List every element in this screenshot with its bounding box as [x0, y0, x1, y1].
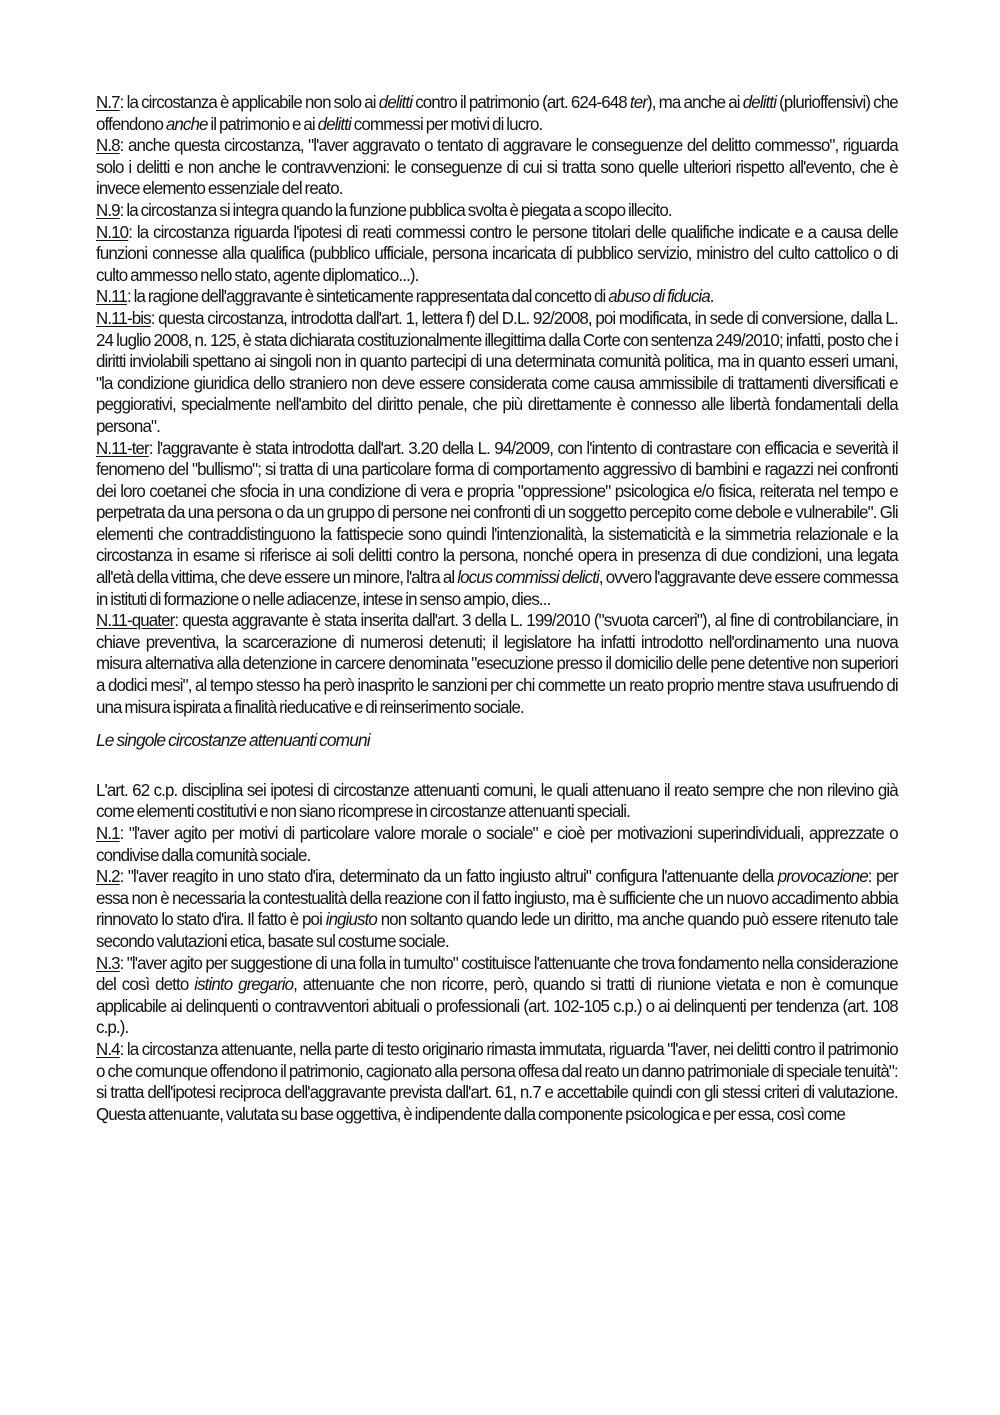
- paragraph-item: [96, 286, 898, 308]
- emphasis-text: delitti: [742, 92, 777, 112]
- paragraph-text: : anche questa circostanza, "l'aver aggravato o tentato di aggravare le conseguenze del delitto commesso", riguarda solo i delitti e non anche le contravvenzioni: le conseguenze di cui si tratta sono quelle ulteriori rispetto all'evento, che è invece elemento essenziale del reato.: [96, 135, 898, 199]
- paragraph-item: [96, 823, 898, 866]
- paragraph-item: [96, 866, 898, 952]
- paragraph-label: N.3: [96, 952, 120, 973]
- paragraph-label: N.11: [96, 286, 127, 307]
- paragraph-item: [96, 438, 898, 611]
- emphasis-text: abuso di fiducia: [608, 286, 710, 307]
- emphasis-text: locus commissi delicti: [457, 567, 599, 588]
- emphasis-text: anche: [165, 113, 208, 134]
- paragraph-text: : per essa non è necessaria la contestualità della reazione con il fatto ingiusto, ma è sufficiente che un nuovo accadimento abbia rinnovato lo stato d'ira. Il fatto è poi: [96, 866, 898, 930]
- emphasis-text: provocazione: [777, 866, 868, 887]
- section-title: Le singole circostanze attenuanti comuni: [96, 730, 370, 751]
- emphasis-text: delitti: [378, 92, 413, 112]
- paragraph-label: N.8: [96, 135, 120, 156]
- paragraph-text: : la circostanza riguarda l'ipotesi di reati commessi contro le persone titolari delle qualifiche indicate e a causa delle funzioni connesse alla qualifica (pubblico ufficiale, persona incaricata di pubblico servizio, ministro del culto cattolico o di culto ammesso nello stato, agente diplomatico...).: [96, 221, 898, 285]
- paragraph-text: : questa circostanza, introdotta dall'art. 1, lettera f) del D.L. 92/2008, poi modificata, in sede di conversione, dalla L. 24 luglio 2008, n. 125, è stata dichiarata costituzionalmente illegittima dalla Corte con sentenza 249/2010; infatti, posto che i diritti inviolabili spettano ai singoli non in quanto partecipi di una determinata comunità politica, ma in quanto esseri umani, "la condizione giuridica dello straniero non deve essere considerata come causa ammissibile di trattamenti diversificati e peggiorativi, specialmente nell'ambito del diritto penale, che più direttamente è connesso alle libertà fondamentali della persona".: [96, 307, 898, 436]
- paragraph-text: non soltanto quando lede un diritto, ma anche quando può essere ritenuto tale secondo valutazioni etica, basate sul costume sociale.: [96, 909, 898, 951]
- paragraph-label: N.7: [96, 92, 120, 112]
- paragraph-text: , attenuante che non ricorre, però, quando si tratti di riunione vietata e non è comunque applicabile ai delinquenti o contravventori abituali o professionali (art. 102-105 c.p.) o ai delinquenti per tendenza (art. 108 c.p.).: [96, 974, 898, 1038]
- paragraph-text: : "l'aver agito per motivi di particolare valore morale o sociale" e cioè per motivazioni superindividuali, apprezzate o condivise dalla comunità sociale.: [96, 823, 898, 865]
- emphasis-text: ingiusto: [325, 909, 377, 930]
- paragraph-text: : la circostanza si integra quando la funzione pubblica svolta è piegata a scopo illecito.: [119, 199, 672, 220]
- paragraph-text: : la circostanza è applicabile non solo ai: [119, 92, 379, 112]
- paragraph-item: [96, 222, 898, 287]
- paragraph-label: N.9: [96, 199, 120, 220]
- paragraph-text: : questa aggravante è stata inserita dall'art. 3 della L. 199/2010 ("svuota carceri"), al fine di controbilanciare, in chiave preventiva, la scarcerazione di numerosi detenuti; il legislatore ha infatti introdotto nell'ordinamento una nuova misura alternativa alla detenzione in carcere denominata "esecuzione presso il domicilio delle pene detentive non superiori a dodici mesi", al tempo stesso ha però inasprito le sanzioni per chi commette un reato proprio mentre stava usufruendo di una misura ispirata a finalità rieducative e di reinserimento sociale.: [96, 610, 898, 717]
- paragraph-text: : la ragione dell'aggravante è sinteticamente rappresentata dal concetto di: [126, 286, 609, 307]
- paragraph-text: .: [709, 286, 714, 307]
- intro-paragraph: L'art. 62 c.p. disciplina sei ipotesi di circostanze attenuanti comuni, le quali attenuano il reato sempre che non rilevino già come elementi costitutivi e non siano ricomprese in circostanze attenuanti speciali.: [96, 779, 898, 822]
- paragraph-label: N.11-ter: [96, 437, 149, 458]
- emphasis-text: delitti: [317, 113, 351, 134]
- paragraph-text: il patrimonio e ai: [207, 113, 318, 134]
- paragraph-text: commessi per motivi di lucro.: [350, 113, 543, 134]
- paragraph-text: ), ma anche ai: [646, 92, 743, 112]
- paragraph-item: [96, 1039, 898, 1125]
- paragraph-item: [96, 610, 898, 718]
- paragraph-label: N.11-bis: [96, 307, 151, 328]
- emphasis-text: istinto gregario: [194, 974, 294, 995]
- paragraph-label: N.2: [96, 866, 120, 887]
- paragraph-label: N.10: [96, 221, 129, 242]
- paragraph-item: [96, 200, 898, 222]
- attenuating-circumstances-list: [96, 823, 898, 1125]
- paragraph-text: : "l'aver reagito in uno stato d'ira, determinato da un fatto ingiusto altrui" configura l'attenuante della: [119, 866, 778, 887]
- paragraph-label: N.4: [96, 1038, 120, 1059]
- paragraph-text: , ovvero l'aggravante deve essere commessa in istituti di formazione o nelle adiacenze, intese in senso ampio, dies...: [96, 567, 898, 609]
- paragraph-item: [96, 308, 898, 438]
- paragraph-text: contro il patrimonio (art. 624-648: [412, 92, 630, 112]
- paragraph-text: : l'aggravante è stata introdotta dall'art. 3.20 della L. 94/2009, con l'intento di contrastare con efficacia e severità il fenomeno del "bullismo"; si tratta di una particolare forma di comportamento aggressivo di bambini e ragazzi nei confronti dei loro coetanei che sfocia in una condizione di vera e propria "oppressione" psicologica e/o fisica, reiterata nel tempo e perpetrata da una persona o da un gruppo di persone nei confronti di un soggetto percepito come debole e vulnerabile". Gli elementi che contraddistinguono la fattispecie sono quindi l'intenzionalità, la sistematicità e la simmetria relazionale e la circostanza in esame si riferisce ai soli delitti contro la persona, nonché opera in presenza di due condizioni, una legata all'età della vittima, che deve essere un minore, l'altra al: [96, 437, 898, 588]
- paragraph-label: N.11-quater: [96, 610, 175, 631]
- aggravating-circumstances-list: [96, 92, 898, 718]
- paragraph-label: N.1: [96, 823, 120, 843]
- paragraph-item: [96, 135, 898, 200]
- emphasis-text: ter: [629, 92, 647, 112]
- paragraph-item: [96, 953, 898, 1039]
- document-page: [96, 92, 898, 1125]
- paragraph-item: [96, 92, 898, 135]
- paragraph-text: : la circostanza attenuante, nella parte di testo originario rimasta immutata, riguarda "l'aver, nei delitti contro il patrimonio o che comunque offendono il patrimonio, cagionato alla persona offesa dal reato un danno patrimoniale di speciale tenuità": si tratta dell'ipotesi reciproca dell'aggravante prevista dall'art. 61, n.7 e accettabile quindi con gli stessi criteri di valutazione. Questa attenuante, valutata su base oggettiva, è indipendente dalla componente psicologica e per essa, così come: [96, 1038, 898, 1124]
- paragraph-text: (plurioffensivi) che offendono: [96, 92, 898, 134]
- paragraph-text: : "l'aver agito per suggestione di una folla in tumulto" costituisce l'attenuante che trova fondamento nella considerazione del così detto: [96, 952, 898, 995]
